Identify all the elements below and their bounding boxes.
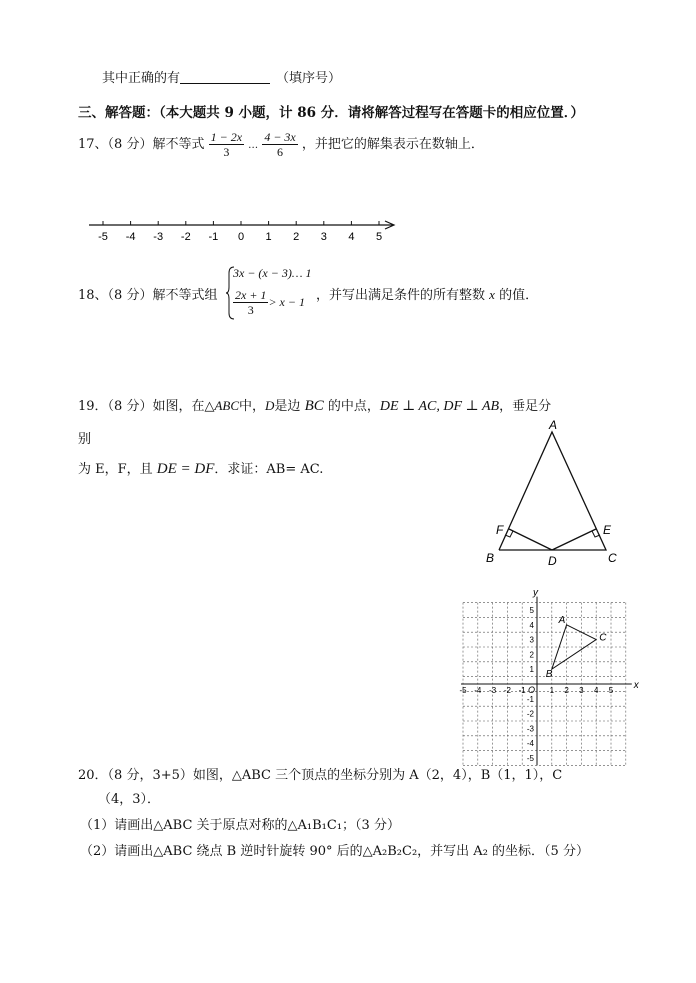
fill-prefix: 其中正确的有 [102,71,181,86]
tick-label: 1 [265,231,272,243]
label-D: D [548,554,557,568]
q19-line2: 为 E，F，且 [78,462,153,477]
y-axis-label: y [533,587,538,599]
q19-c: 是边 [274,399,301,414]
vertex-label: C [599,632,607,644]
label-C: C [608,551,617,565]
section-heading: 三、解答题：（本大题共 9 小题，计 86 分．请将解答过程写在答题卡的相应位置．） [78,105,584,121]
triangle-abc [552,625,596,669]
label-F: F [496,523,504,537]
q18-fraction: $\frac{2x + 1}{3}$ [235,288,267,317]
x-axis-label: x [633,680,639,691]
q20-part-1: （1）请画出△ABC 关于原点对称的△A₁B₁C₁；（3 分） [80,818,400,833]
x-tick-label: -5 [459,686,467,695]
q18-line2-tail: > x − 1 [268,295,305,309]
x-tick-label: -4 [474,686,482,695]
label-A: A [549,418,558,432]
q20-line-2: （4，3）． [98,792,161,807]
q19-e: 的中点， [327,399,380,414]
q20-line-1: 20．（8 分，3+5）如图，△ABC 三个顶点的坐标分别为 A（2，4），B（1，1），C [78,768,563,783]
q17-fraction-1: $\frac{1 - 2x}{3}$ [210,130,243,159]
q19-perp: DE ⊥ AC, DF ⊥ AB [379,399,500,414]
vertex-label: B [545,669,553,681]
tick-label: -4 [125,231,136,243]
q19-d: D [265,398,275,413]
coordinate-grid [459,587,642,764]
q18-tail-a: ，并写出满足条件的所有整数 [316,288,486,303]
y-tick-label: 2 [529,650,534,660]
y-tick-label: 5 [529,606,534,615]
q17-tail: ，并把它的解集表示在数轴上． [301,137,484,152]
q19-eq: DE = DF [156,461,215,477]
q19-bc: BC [304,398,324,414]
x-tick-label: -3 [489,686,497,695]
q18-system-line-1: 3x − (x − 3)… 1 [233,266,312,280]
question-19-line-2 [78,458,323,478]
q18-tail-b: 的值． [499,288,539,303]
x-tick-label: 2 [564,686,569,695]
q18-tail [316,284,538,303]
y-tick-label: -3 [526,724,534,734]
y-tick-label: -1 [526,694,534,704]
q18-system-line-2 [233,288,305,317]
q19-b: 中， [239,399,266,414]
question-18: 18、（8 分）解不等式组 [78,288,218,303]
x-tick-label: 1 [549,686,555,695]
q17-label: 17、（8 分）解不等式 [78,137,205,152]
fill-suffix: （填序号） [276,71,342,86]
x-tick-label: -2 [503,686,511,695]
y-tick-label: 3 [529,635,534,645]
q18-var: x [489,287,495,302]
answer-blank[interactable] [180,70,270,84]
vertex-label: A [558,614,566,626]
label-B: B [486,551,495,565]
number-line [85,210,405,246]
tick-label: 4 [348,231,355,243]
q19-tri: △ABC [204,398,240,413]
q19-f: ，垂足分 [499,399,552,414]
label-E: E [603,523,612,537]
tick-label: 3 [320,231,327,243]
x-tick-label: 3 [579,686,584,695]
y-tick-label: -5 [526,754,534,763]
tick-label: 5 [375,231,383,243]
y-tick-label: 1 [529,665,534,675]
q17-relation: … [248,140,259,151]
tick-label: -5 [98,231,108,243]
y-tick-label: 4 [529,620,534,630]
y-tick-label: -2 [526,709,534,719]
tick-label: 0 [237,231,245,243]
q17-fraction-2: $\frac{4 - 3x}{6}$ [264,130,296,159]
x-tick-label: 4 [593,686,599,695]
tick-label: -3 [153,231,164,243]
fill-line [102,67,341,86]
origin-label: O [528,685,536,695]
y-tick-label: -4 [526,739,534,749]
x-tick-label: 5 [608,686,614,695]
question-19-line-1b: 别 [78,432,92,447]
tick-label: -1 [208,231,219,243]
question-17 [78,130,484,159]
triangle-figure [480,418,630,570]
question-19-line-1 [78,395,551,415]
x-tick-label: -1 [518,686,526,695]
q20-part-2: （2）请画出△ABC 绕点 B 逆时针旋转 90° 后的△A₂B₂C₂，并写出 A₂ 的坐标．（5 分） [80,844,589,859]
tick-label: -2 [180,231,191,243]
q19-line2-tail: ．求证：AB= AC. [214,462,324,477]
q19-a: 19．（8 分）如图，在 [78,399,205,414]
tick-label: 2 [293,231,300,243]
